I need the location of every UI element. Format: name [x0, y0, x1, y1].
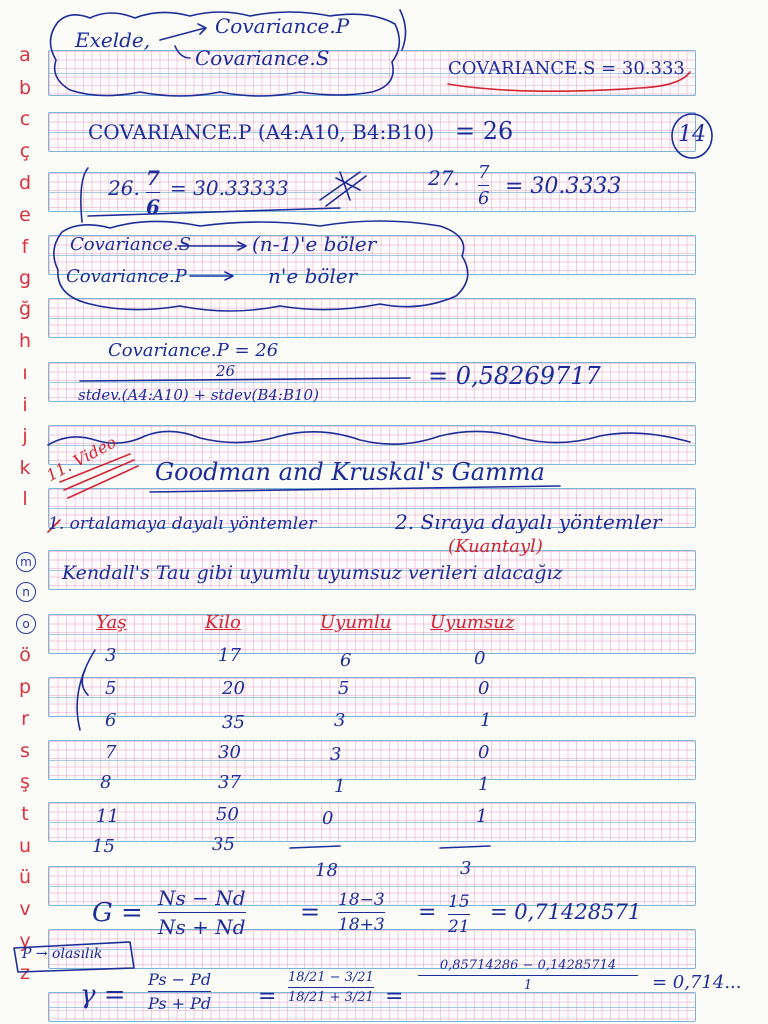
calc-right-fraction: 7 6 — [478, 162, 490, 209]
covariance-p-label: Covariance.P — [215, 14, 350, 38]
circled-margin-letter: n — [16, 582, 36, 602]
margin-letter: b — [18, 77, 32, 99]
gamma-result: = 0,71428571 — [490, 900, 642, 924]
margin-letter: h — [18, 330, 32, 352]
table-cell: 1 — [334, 776, 346, 797]
table-cell: 1 — [480, 710, 492, 731]
calc-left-fraction: 7 6 — [146, 166, 160, 219]
table-cell: 0 — [478, 742, 490, 763]
table-cell: 1 — [476, 806, 488, 827]
table-cell: 1 — [478, 774, 490, 795]
method-mean-based: 1. ortalamaya dayalı yöntemler — [48, 514, 317, 534]
table-cell: 0 — [478, 678, 490, 699]
covariance-p-value: = 26 — [455, 117, 514, 145]
table-cell: 3 — [105, 645, 117, 666]
gamma-equals: = — [418, 900, 437, 925]
prob-tag: P → olasılık — [22, 946, 103, 962]
gamma-equals: = — [300, 898, 321, 926]
prob-equals: = — [385, 984, 404, 1009]
prob-fraction-values: 18/21 − 3/21 18/21 + 3/21 — [288, 970, 374, 1005]
table-cell: 5 — [105, 678, 117, 699]
note-cov-s: Covariance.S — [70, 234, 191, 255]
exceldeki-label: Exelde, — [75, 28, 151, 52]
ruled-band — [48, 677, 696, 717]
table-cell: 3 — [334, 710, 346, 731]
table-cell: 0 — [474, 648, 486, 669]
margin-letter: p — [18, 676, 32, 698]
method-rank-note: (Kuantayl) — [448, 536, 543, 557]
margin-letter: f — [21, 236, 29, 258]
corr-numerator: 26 — [216, 362, 236, 380]
calc-left-whole: 26. — [108, 176, 140, 200]
corr-result: = 0,58269717 — [428, 362, 601, 390]
prob-result: = 0,714... — [652, 972, 742, 993]
table-header: Uyumsuz — [430, 612, 515, 633]
margin-letter: e — [19, 204, 31, 226]
gamma-symbol: G = — [92, 898, 143, 928]
covariance-p-formula: COVARIANCE.P (A4:A10, B4:B10) — [88, 120, 435, 144]
ruled-band — [48, 802, 696, 842]
table-header: Kilo — [205, 612, 241, 633]
page-number: 14 — [678, 122, 706, 147]
prob-fraction-probabilities: 0,85714286 − 0,14285714 1 — [418, 958, 638, 993]
method-rank-based: 2. Sıraya dayalı yöntemler — [395, 510, 662, 534]
covariance-s-label: Covariance.S — [195, 46, 330, 70]
corr-top: Covariance.P = 26 — [108, 340, 279, 361]
margin-letter: u — [18, 835, 32, 857]
kendall-note: Kendall's Tau gibi uyumlu uyumsuz verileri alacağız — [62, 562, 563, 584]
margin-letter: l — [22, 488, 28, 510]
table-cell: 37 — [218, 772, 241, 793]
prob-gamma-symbol: γ = — [80, 980, 126, 1010]
gamma-fraction: Ns − Nd Ns + Nd — [158, 886, 246, 939]
gamma-title: Goodman and Kruskal's Gamma — [155, 458, 545, 486]
video-tag: 11. Video — [43, 432, 120, 485]
margin-letter: ı — [22, 362, 28, 384]
margin-letter: a — [19, 44, 31, 66]
table-cell: 7 — [105, 742, 117, 763]
gamma-fraction-values: 18−3 18+3 — [338, 890, 385, 935]
corr-denominator: stdev.(A4:A10) + stdev(B4:B10) — [78, 386, 319, 404]
margin-letter: ç — [19, 140, 31, 162]
margin-letter: y — [19, 930, 31, 952]
table-header: Uyumlu — [320, 612, 392, 633]
margin-letter: c — [19, 108, 31, 130]
table-cell: 15 — [92, 836, 115, 857]
table-cell: 5 — [338, 678, 350, 699]
margin-letter: ö — [19, 644, 31, 666]
calc-left-result: = 30.33333 — [170, 176, 289, 200]
circled-margin-letter: m — [16, 552, 36, 572]
circled-margin-letter: o — [16, 614, 36, 634]
sum-uyumsuz: 3 — [460, 858, 472, 879]
table-header: Yaş — [96, 612, 127, 633]
margin-letter: k — [19, 457, 31, 479]
table-cell: 20 — [222, 678, 245, 699]
calc-right-whole: 27. — [428, 166, 460, 190]
margin-letter: d — [18, 172, 32, 194]
table-cell: 17 — [218, 645, 241, 666]
margin-letter: j — [22, 425, 28, 447]
margin-letter: ş — [20, 771, 30, 793]
margin-letter: ü — [18, 866, 32, 888]
prob-fraction: Ps − Pd Ps + Pd — [148, 970, 212, 1013]
ruled-band — [48, 740, 696, 780]
margin-letter: v — [19, 898, 31, 920]
table-cell: 35 — [222, 712, 245, 733]
table-cell: 11 — [96, 806, 119, 827]
table-cell: 3 — [330, 744, 342, 765]
covariance-s-result: COVARIANCE.S = 30.333 — [448, 58, 685, 79]
gamma-fraction-simplified: 15 21 — [448, 892, 470, 937]
margin-letter: z — [20, 962, 30, 984]
table-cell: 6 — [340, 650, 352, 671]
margin-letter: g — [18, 267, 32, 289]
prob-equals: = — [258, 984, 277, 1009]
table-cell: 35 — [212, 834, 235, 855]
table-cell: 8 — [100, 772, 112, 793]
table-cell: 50 — [216, 804, 239, 825]
note-cov-s-rule: (n-1)'e böler — [252, 232, 377, 256]
margin-letter: i — [22, 394, 28, 416]
margin-letter: r — [21, 708, 29, 730]
note-cov-p-rule: n'e böler — [268, 264, 358, 288]
table-cell: 6 — [105, 710, 117, 731]
table-cell: 0 — [322, 808, 334, 829]
calc-right-result: = 30.3333 — [505, 174, 622, 199]
margin-letter: t — [21, 803, 29, 825]
sum-uyumlu: 18 — [315, 860, 338, 881]
margin-letter: ğ — [18, 298, 32, 320]
table-cell: 30 — [218, 742, 241, 763]
margin-letter: s — [20, 740, 30, 762]
ruled-band — [48, 298, 696, 338]
note-cov-p: Covariance.P — [66, 266, 187, 287]
